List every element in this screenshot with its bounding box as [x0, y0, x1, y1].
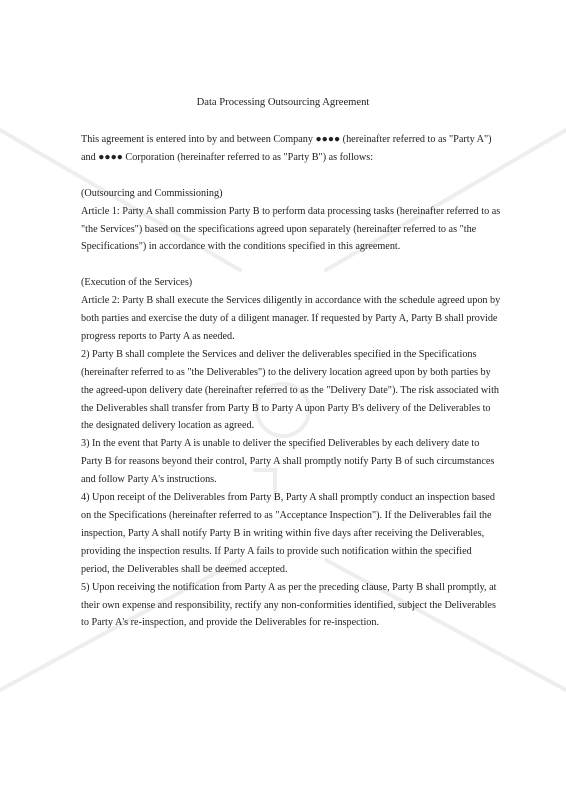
clause-2: 2) Party B shall complete the Services and deliver the deliverables specified in the Specifications (hereinafter referred to as "the Deliverables") to the delivery location agreed upon by both parties by the agreed-upon delivery date (hereinafter referred to as the "Delivery Date"). The risk associated with the Deliverables shall transfer from Party B to Party A upon Party B's delivery of the Deliverables to the designated delivery location as agreed.	[81, 348, 499, 432]
clause-5: 5) Upon receiving the notification from Party A as per the preceding clause, Party B shall promptly, at their own expense and responsibility, rectify any non-conformities identified, subject the Deliverables to Party A's re-inspection, and provide the Deliverables for re-inspection.	[81, 581, 497, 629]
article-1: Article 1: Party A shall commission Party B to perform data processing tasks (hereinafter referred to as "the Services") based on the specifications agreed upon separately (hereinafter referred to as "the Specifications") in accordance with the conditions specified in this agreement.	[81, 205, 501, 253]
clause-3: 3) In the event that Party A is unable to deliver the specified Deliverables by each delivery date to Party B for reasons beyond their control, Party A shall promptly notify Party B of such circumstances and follow Party A's instructions.	[81, 438, 495, 486]
document-body	[81, 131, 501, 632]
paragraph-gap	[81, 256, 501, 274]
document-title: Data Processing Outsourcing Agreement	[196, 97, 370, 108]
article-2: Article 2: Party B shall execute the Services diligently in accordance with the schedule agreed upon by both parties and exercise the duty of a diligent manager. If requested by Party A, Party B shall provide progress reports to Party A as needed.	[81, 295, 501, 342]
clause-4: 4) Upon receipt of the Deliverables from Party B, Party A shall promptly conduct an inspection based on the Specifications (hereinafter referred to as "Acceptance Inspection"). If the Deliverables fail the inspection, Party A shall notify Party B in writing within five days after receiving the Deliverables, providing the inspection results. If Party A fails to provide such notification within the specified period, the Deliverables shall be deemed accepted.	[81, 492, 495, 575]
paragraph-gap	[81, 167, 501, 185]
intro-paragraph: This agreement is entered into by and between Company ●●●● (hereinafter referred to as "Party A") and ●●●● Corporation (hereinafter referred to as "Party B") as follows:	[81, 134, 492, 163]
section-heading-outsourcing: (Outsourcing and Commissioning)	[81, 187, 223, 199]
section-heading-execution: (Execution of the Services)	[81, 277, 193, 289]
